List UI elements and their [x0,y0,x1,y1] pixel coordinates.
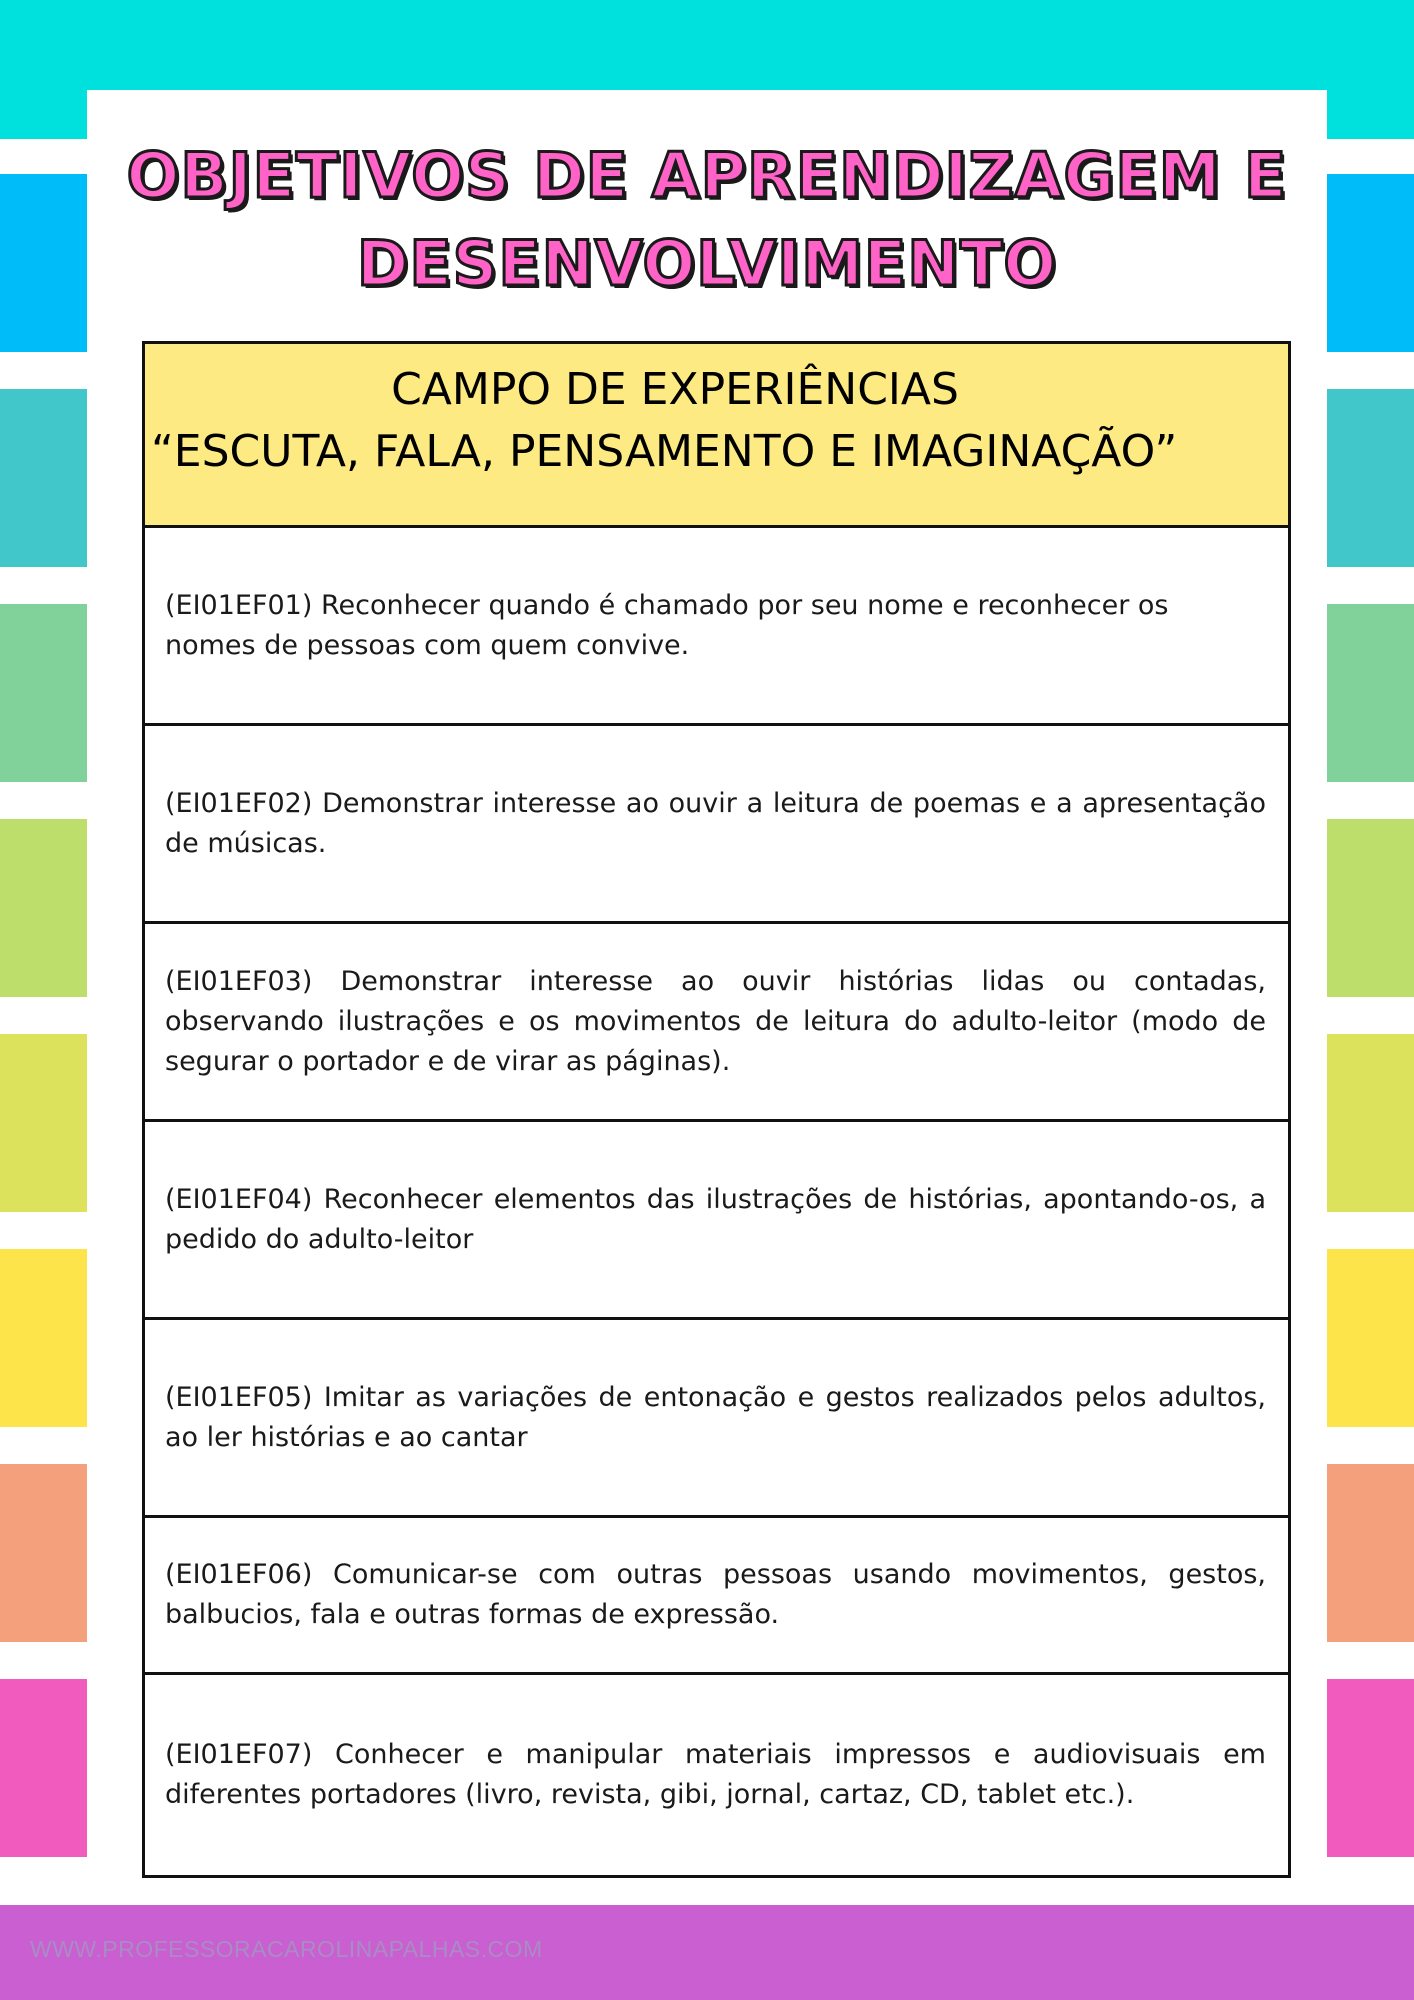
table-row [145,1518,1288,1675]
title-line-2: DESENVOLVIMENTO [356,227,1058,300]
footer-website-link[interactable]: WWW.PROFESSORACAROLINAPALHAS.COM [30,1936,543,1962]
table-row [145,726,1288,924]
header-field-label: CAMPO DE EXPERIÊNCIAS [391,364,959,415]
title-line-1: OBJETIVOS DE APRENDIZAGEM E [126,139,1288,212]
objective-text: (EI01EF01) Reconhecer quando é chamado por seu nome e reconhecer os nomes de pessoas com quem convive. [165,589,1169,661]
objective-text: (EI01EF05) Imitar as variações de entonação e gestos realizados pelos adultos, ao ler histórias e ao cantar [165,1381,1266,1453]
table-row [145,1675,1288,1875]
objective-text: (EI01EF02) Demonstrar interesse ao ouvir a leitura de poemas e a apresentação de músicas. [165,787,1266,859]
objective-text: (EI01EF03) Demonstrar interesse ao ouvir histórias lidas ou contadas, observando ilustrações e os movimentos de leitura do adulto-leitor (modo de segurar o portador e de virar as páginas). [165,965,1266,1077]
content-card [87,90,1327,1905]
objective-text: (EI01EF07) Conhecer e manipular materiais impressos e audiovisuais em diferentes portadores (livro, revista, gibi, jornal, cartaz, CD, tablet etc.). [165,1739,1266,1810]
objective-text: (EI01EF06) Comunicar-se com outras pessoas usando movimentos, gestos, balbucios, fala e outras formas de expressão. [165,1559,1266,1630]
table-row [145,1320,1288,1518]
objective-text: (EI01EF04) Reconhecer elementos das ilustrações de histórias, apontando-os, a pedido do adulto-leitor [165,1183,1266,1255]
table-row [145,1122,1288,1320]
page-title [87,132,1327,308]
table-row [145,528,1288,726]
table-header [145,344,1288,528]
header-field-name: “ESCUTA, FALA, PENSAMENTO E IMAGINAÇÃO” [151,426,1178,477]
objectives-table [142,341,1291,1878]
table-row [145,924,1288,1122]
